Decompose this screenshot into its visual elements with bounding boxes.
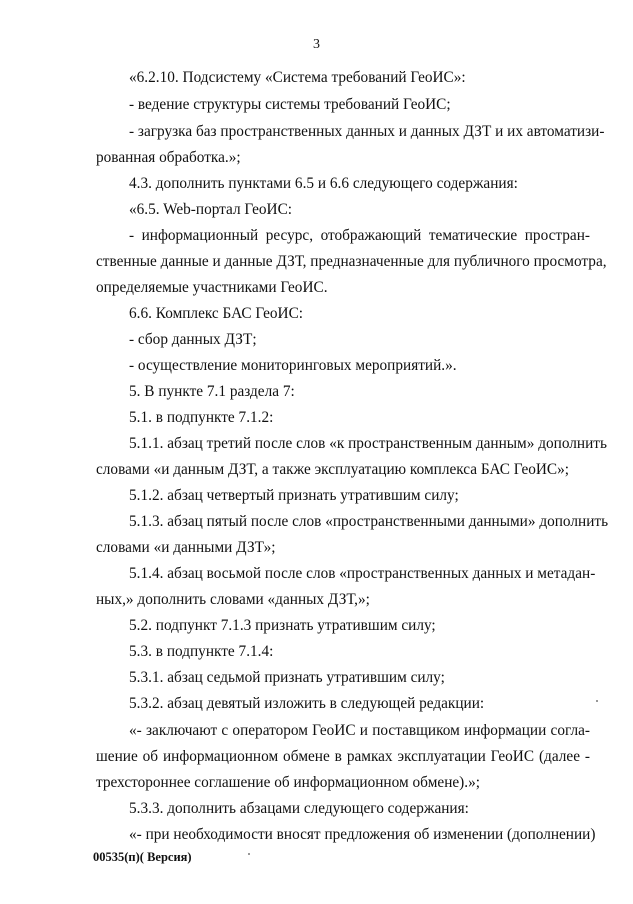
text-line: ственные данные и данные ДЗТ, предназначенные для публичного просмотра,	[96, 253, 607, 270]
document-version: ( Версия)	[139, 850, 192, 864]
text-line: словами «и данными ДЗТ»;	[96, 539, 276, 556]
text-line: 5.1.3. абзац пятый после слов «пространственными данными» дополнить	[129, 513, 609, 530]
text-line: рованная обработка.»;	[96, 149, 241, 166]
text-line: - сбор данных ДЗТ;	[129, 331, 257, 348]
scan-speck	[596, 700, 598, 702]
text-line: 5.1. в подпункте 7.1.2:	[129, 409, 274, 426]
document-code: 00535(п)	[93, 850, 140, 864]
page-number: 3	[313, 37, 320, 52]
text-line: 6.6. Комплекс БАС ГеоИС:	[129, 305, 304, 322]
document-footer	[93, 850, 192, 865]
text-line: 5.3.2. абзац девятый изложить в следующей редакции:	[129, 695, 485, 712]
text-line: трехстороннее соглашение об информационном обмене).»;	[96, 774, 480, 791]
text-line: 4.3. дополнить пунктами 6.5 и 6.6 следующего содержания:	[129, 175, 518, 192]
text-line: «- заключают с оператором ГеоИС и поставщиком информации согла-	[129, 722, 590, 739]
text-line: шение об информационном обмене в рамках эксплуатации ГеоИС (далее -	[96, 748, 590, 765]
text-line: 5.2. подпункт 7.1.3 признать утратившим силу;	[129, 617, 436, 634]
text-line: - информационный ресурс, отображающий тематические простран-	[129, 227, 590, 244]
scan-speck	[248, 853, 250, 855]
text-line: - ведение структуры системы требований ГеоИС;	[129, 96, 451, 113]
text-line: 5.3.3. дополнить абзацами следующего содержания:	[129, 800, 469, 817]
text-line: ных,» дополнить словами «данных ДЗТ,»;	[96, 591, 370, 608]
text-line: 5.1.1. абзац третий после слов «к пространственным данным» дополнить	[129, 435, 607, 452]
text-line: «6.5. Web-портал ГеоИС:	[129, 201, 293, 218]
text-line: словами «и данным ДЗТ, а также эксплуатацию комплекса БАС ГеоИС»;	[96, 461, 570, 478]
text-line: определяемые участниками ГеоИС.	[96, 279, 328, 296]
text-line: 5. В пункте 7.1 раздела 7:	[129, 383, 295, 400]
text-line: 5.3.1. абзац седьмой признать утратившим силу;	[129, 669, 445, 686]
text-line: 5.3. в подпункте 7.1.4:	[129, 643, 274, 660]
text-line: - осуществление мониторинговых мероприятий.».	[129, 357, 457, 374]
text-line: «- при необходимости вносят предложения об изменении (дополнении)	[129, 826, 596, 843]
text-line: «6.2.10. Подсистему «Система требований ГеоИС»:	[129, 69, 466, 86]
text-line: 5.1.2. абзац четвертый признать утратившим силу;	[129, 487, 459, 504]
text-line: - загрузка баз пространственных данных и данных ДЗТ и их автоматизи-	[129, 123, 605, 140]
text-line: 5.1.4. абзац восьмой после слов «пространственных данных и метадан-	[129, 565, 596, 582]
